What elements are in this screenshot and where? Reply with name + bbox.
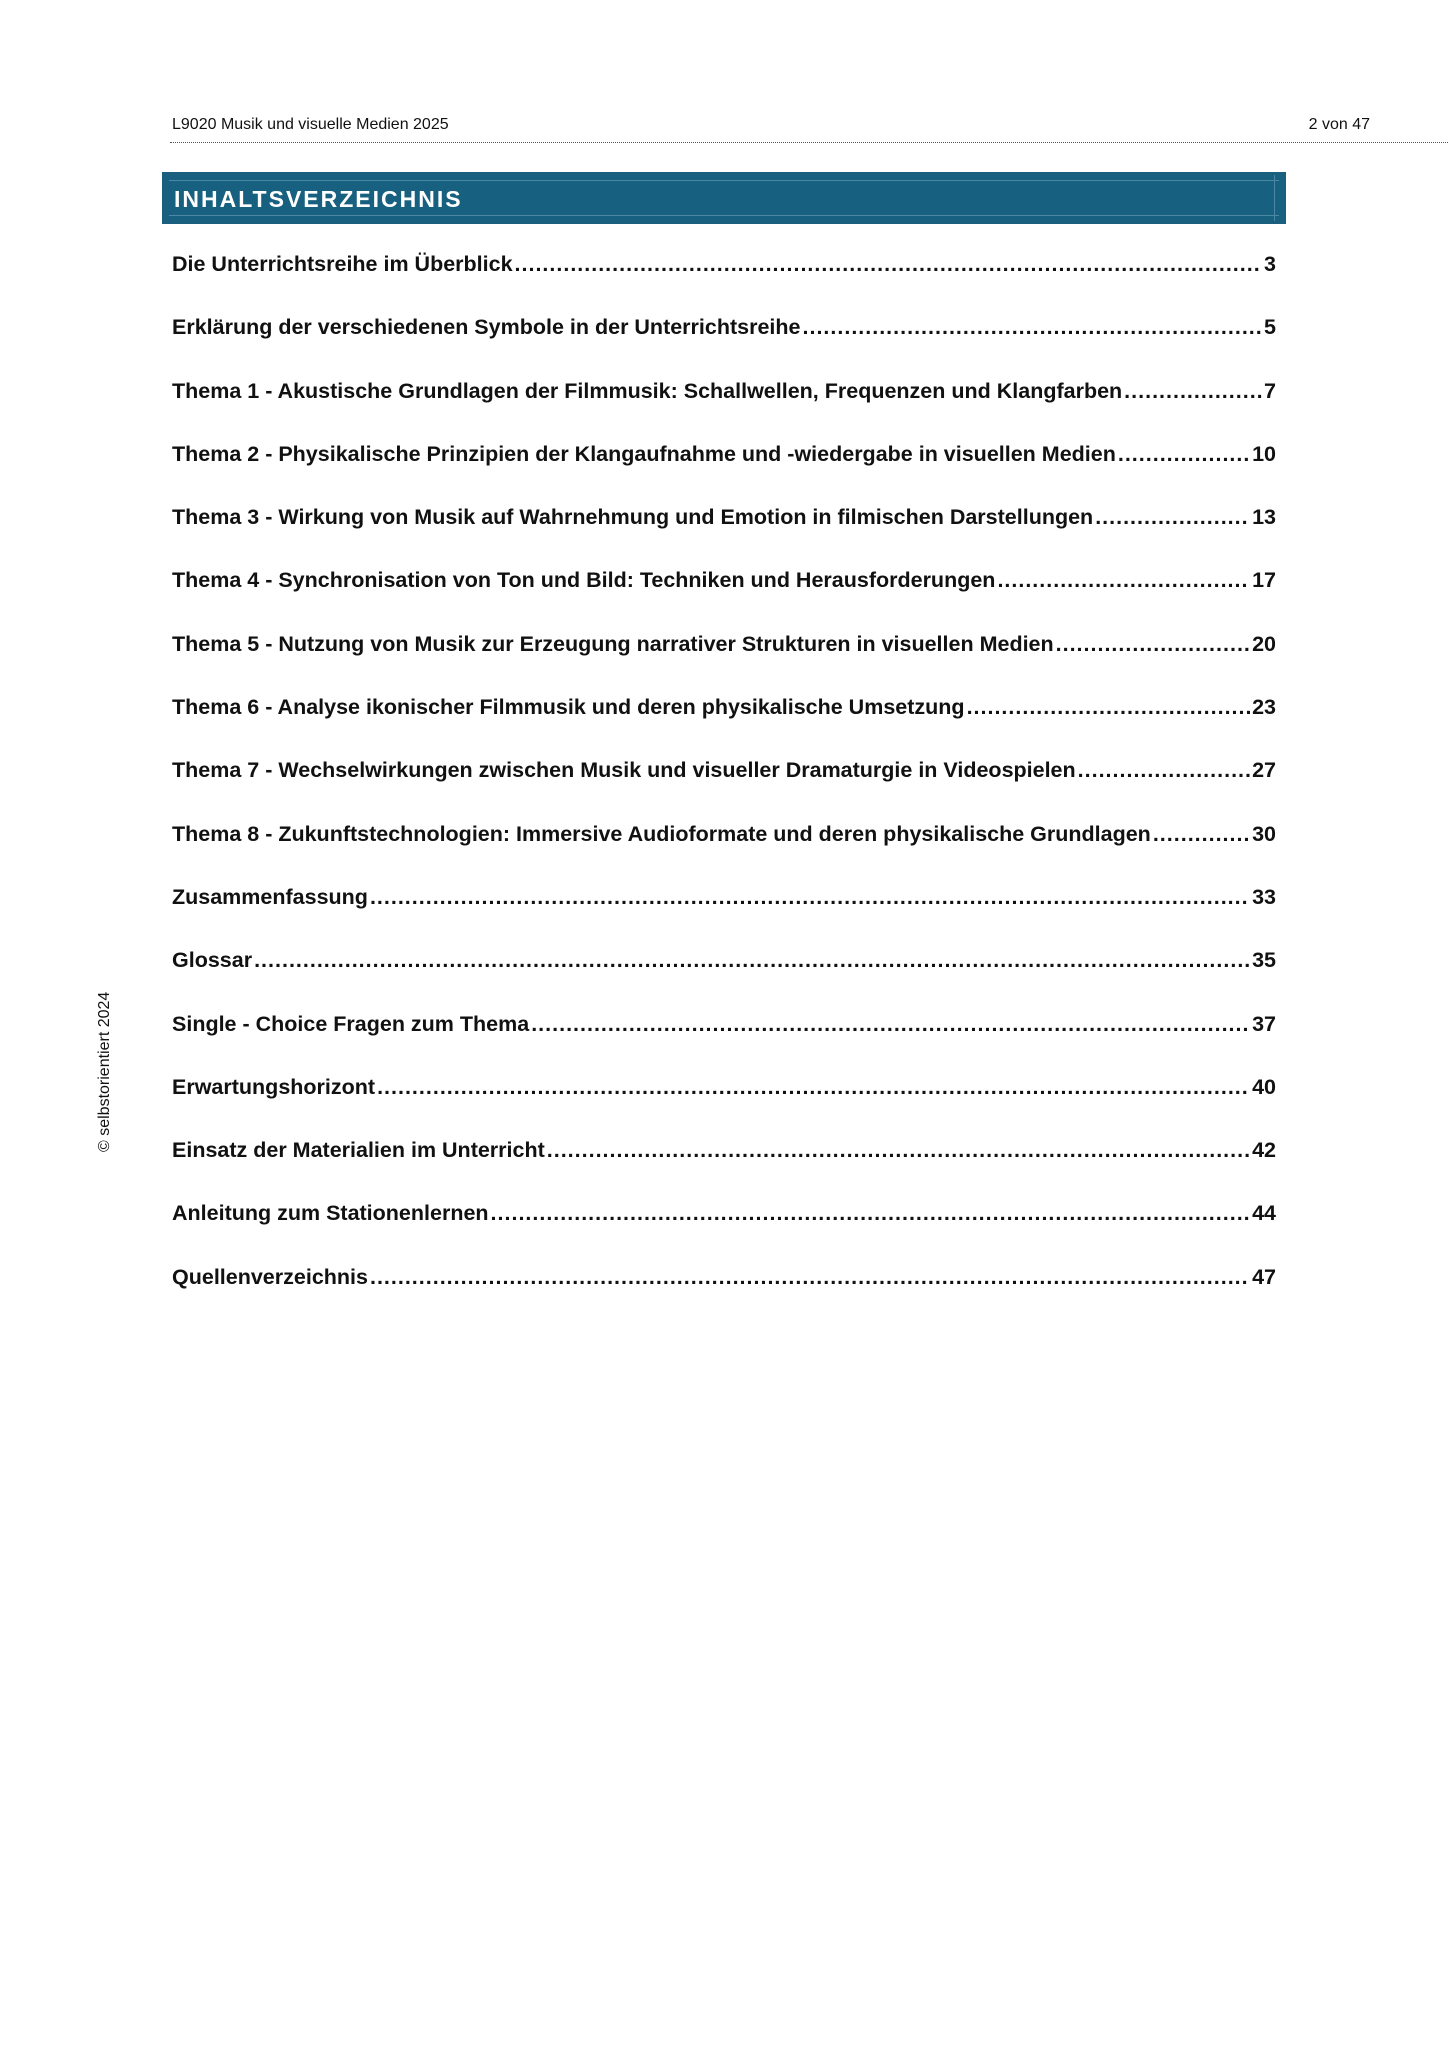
toc-heading-banner <box>162 172 1286 224</box>
toc-entry-page[interactable]: 17 <box>1252 568 1276 593</box>
toc-entry-label[interactable]: Die Unterrichtsreihe im Überblick <box>172 252 513 276</box>
toc-entry-label[interactable]: Thema 2 - Physikalische Prinzipien der Klangaufnahme und -wiedergabe in visuellen Medien <box>172 441 1116 466</box>
toc-entry[interactable] <box>172 1075 1276 1138</box>
toc-entry[interactable] <box>172 822 1276 885</box>
dot-leader <box>967 695 1251 720</box>
toc-entry[interactable] <box>172 885 1276 948</box>
toc-entry[interactable] <box>172 948 1276 1011</box>
toc-entry-label[interactable]: Einsatz der Materialien im Unterricht <box>172 1138 545 1163</box>
toc-entry-label[interactable]: Thema 1 - Akustische Grundlagen der Filmmusik: Schallwellen, Frequenzen und Klangfarben <box>172 378 1123 403</box>
toc-entry-page[interactable]: 27 <box>1252 758 1276 783</box>
dot-leader <box>1078 758 1250 783</box>
toc-entry-page[interactable]: 30 <box>1252 821 1276 846</box>
dot-leader <box>491 1201 1251 1226</box>
page-header <box>170 114 1448 143</box>
dot-leader <box>370 1265 1250 1290</box>
toc-entry[interactable] <box>172 505 1276 568</box>
toc-heading: INHALTSVERZEICHNIS <box>174 186 463 212</box>
toc-entry[interactable] <box>172 758 1276 821</box>
dot-leader <box>1153 822 1250 847</box>
toc-entry[interactable] <box>172 379 1276 442</box>
dot-leader <box>531 1012 1250 1037</box>
toc-entry[interactable] <box>172 568 1276 631</box>
toc-entry-page[interactable]: 23 <box>1252 695 1276 720</box>
dot-leader <box>377 1075 1250 1100</box>
toc-entry[interactable] <box>172 1138 1276 1201</box>
toc-entry-label[interactable]: Single - Choice Fragen zum Thema <box>172 1011 530 1036</box>
dot-leader <box>1124 379 1262 404</box>
toc-entry[interactable] <box>172 315 1276 378</box>
toc-entry[interactable] <box>172 1201 1276 1264</box>
dot-leader <box>370 885 1250 910</box>
toc-entry-label[interactable]: Thema 3 - Wirkung von Musik auf Wahrnehmung und Emotion in filmischen Darstellungen <box>172 505 1094 530</box>
copyright-notice: © selbstorientiert 2024 <box>96 991 113 1152</box>
toc-entry-page[interactable]: 33 <box>1252 884 1276 909</box>
toc-entry-label[interactable]: Thema 4 - Synchronisation von Ton und Bild: Techniken und Herausforderungen <box>172 568 996 593</box>
toc-entry-page[interactable]: 35 <box>1252 948 1276 973</box>
dot-leader <box>515 252 1263 277</box>
toc-entry-label[interactable]: Quellenverzeichnis <box>172 1264 368 1289</box>
table-of-contents <box>172 252 1276 1328</box>
toc-entry-page[interactable]: 10 <box>1252 441 1276 466</box>
dot-leader <box>1118 442 1250 467</box>
toc-entry-label[interactable]: Thema 7 - Wechselwirkungen zwischen Musik und visueller Dramaturgie in Videospielen <box>172 758 1076 783</box>
dot-leader <box>1056 632 1250 657</box>
toc-entry-label[interactable]: Erklärung der verschiedenen Symbole in der Unterrichtsreihe <box>172 315 801 340</box>
toc-entry[interactable] <box>172 695 1276 758</box>
toc-entry[interactable] <box>172 1012 1276 1075</box>
toc-entry-page[interactable]: 44 <box>1252 1201 1276 1226</box>
toc-entry-label[interactable]: Thema 8 - Zukunftstechnologien: Immersive Audioformate und deren physikalische Grundlagen <box>172 821 1151 846</box>
toc-entry-label[interactable]: Thema 6 - Analyse ikonischer Filmmusik und deren physikalische Umsetzung <box>172 695 965 720</box>
toc-entry-page[interactable]: 20 <box>1252 631 1276 656</box>
toc-entry-page[interactable]: 40 <box>1252 1074 1276 1099</box>
toc-entry-label[interactable]: Anleitung zum Stationenlernen <box>172 1201 489 1226</box>
toc-entry-label[interactable]: Zusammenfassung <box>172 884 368 909</box>
dot-leader <box>803 315 1263 340</box>
toc-entry[interactable] <box>172 442 1276 505</box>
toc-entry-page[interactable]: 5 <box>1264 315 1276 340</box>
dot-leader <box>547 1138 1250 1163</box>
toc-entry-page[interactable]: 7 <box>1264 378 1276 403</box>
toc-entry[interactable] <box>172 632 1276 695</box>
toc-entry[interactable] <box>172 252 1276 315</box>
toc-entry[interactable] <box>172 1265 1276 1328</box>
toc-entry-page[interactable]: 47 <box>1252 1264 1276 1289</box>
dot-leader <box>997 568 1250 593</box>
toc-entry-label[interactable]: Glossar <box>172 948 253 973</box>
toc-entry-page[interactable]: 42 <box>1252 1138 1276 1163</box>
toc-entry-page[interactable]: 37 <box>1252 1011 1276 1036</box>
toc-entry-page[interactable]: 3 <box>1264 252 1276 276</box>
page-indicator: 2 von 47 <box>1308 116 1370 133</box>
dot-leader <box>254 948 1250 973</box>
toc-entry-label[interactable]: Thema 5 - Nutzung von Musik zur Erzeugung narrativer Strukturen in visuellen Medien <box>172 631 1054 656</box>
document-title: L9020 Musik und visuelle Medien 2025 <box>172 116 449 133</box>
toc-entry-label[interactable]: Erwartungshorizont <box>172 1074 376 1099</box>
toc-entry-page[interactable]: 13 <box>1252 505 1276 530</box>
dot-leader <box>1095 505 1250 530</box>
